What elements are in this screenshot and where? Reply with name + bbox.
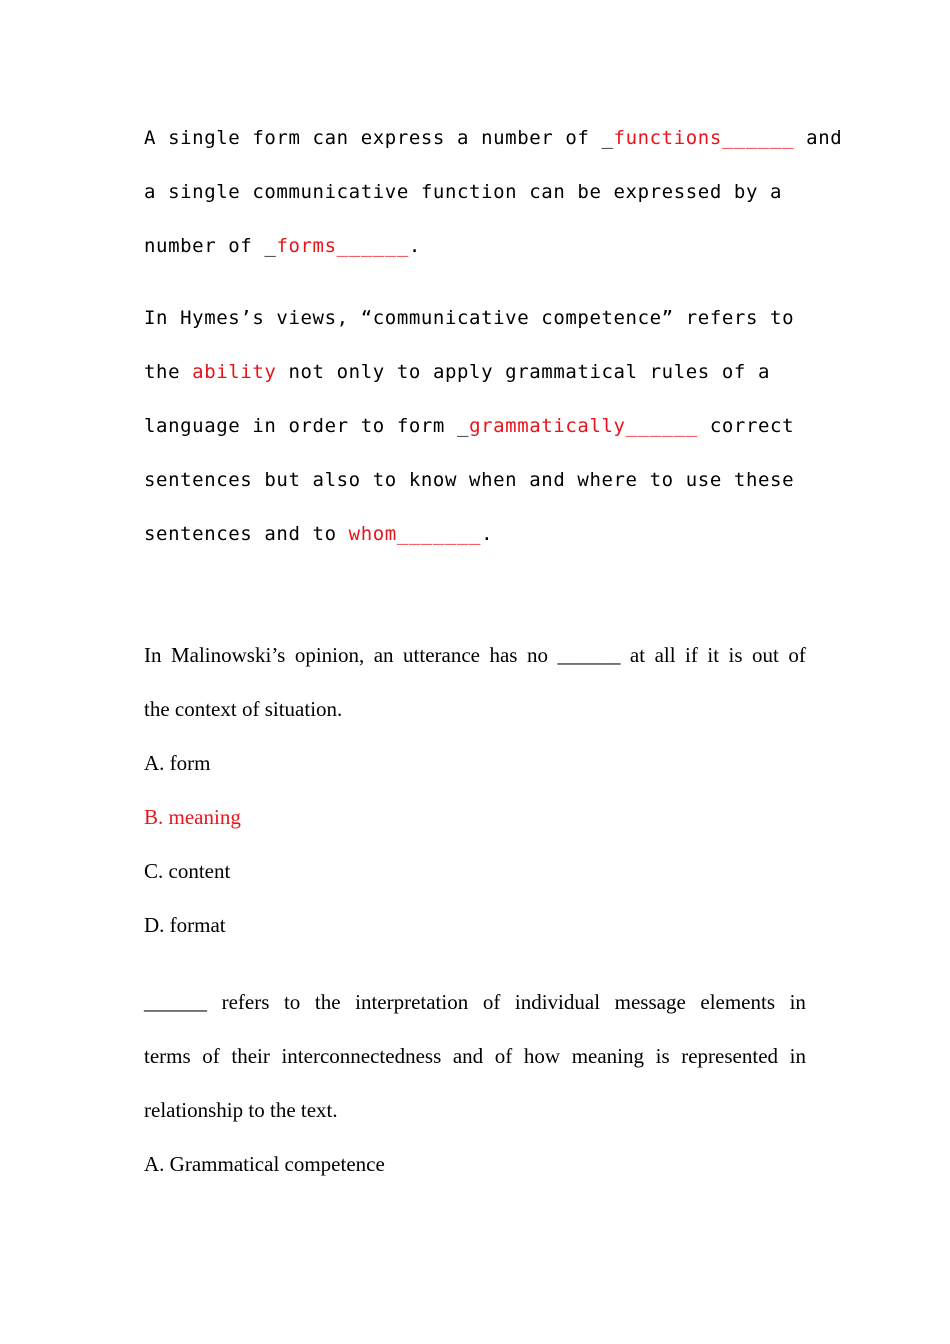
question-2: [144, 306, 806, 556]
question-1-line-3: [144, 234, 421, 258]
word: in: [789, 990, 806, 1014]
word: of: [494, 1044, 513, 1068]
word: at: [629, 643, 646, 667]
word: terms: [144, 1044, 191, 1068]
answer-whom: whom: [348, 523, 397, 545]
word: of: [202, 1044, 220, 1068]
text: correct: [697, 415, 795, 437]
word: out: [752, 643, 779, 667]
text: not only to apply grammatical rules of a: [276, 361, 771, 383]
word: ______: [144, 990, 207, 1014]
option-d: D. format: [144, 913, 226, 937]
word: it: [707, 643, 720, 667]
question-3-stem-line-1: [144, 643, 806, 667]
question-3-stem-line-2: the context of situation.: [144, 697, 343, 721]
answer-functions: functions: [613, 127, 722, 149]
text: language in order to form _: [144, 415, 470, 437]
word: ______: [557, 643, 621, 667]
text: sentences and to: [144, 523, 349, 545]
answer-forms: forms: [276, 235, 337, 257]
question-4-stem-line-3: relationship to the text.: [144, 1098, 338, 1122]
word: of: [788, 643, 806, 667]
word: all: [654, 643, 676, 667]
question-2-line-4: sentences but also to know when and where to use these: [144, 469, 795, 491]
blank: _______: [396, 523, 482, 545]
word: no: [526, 643, 548, 667]
word: interpretation: [355, 990, 469, 1014]
question-1: [144, 126, 843, 266]
word: an: [373, 643, 394, 667]
answer-grammatically: grammatically: [469, 415, 626, 437]
option-b-answer: B. meaning: [144, 805, 241, 829]
word: is: [655, 1044, 670, 1068]
question-4-stem-line-2: [144, 1044, 806, 1068]
question-1-line-2: a single communicative function can be expressed by a: [144, 181, 783, 203]
blank: ______: [721, 127, 795, 149]
word: has: [489, 643, 518, 667]
word: how: [523, 1044, 561, 1068]
question-1-line-1: [144, 126, 842, 150]
option-c: C. content: [144, 859, 231, 883]
word: represented: [681, 1044, 779, 1068]
text: and: [794, 127, 843, 149]
blank: ______: [625, 415, 698, 437]
text: the: [144, 361, 193, 383]
word: refers: [221, 990, 270, 1014]
word: meaning: [571, 1044, 644, 1068]
word: individual: [514, 990, 601, 1014]
question-2-line-5: [144, 522, 493, 546]
word: to: [283, 990, 301, 1014]
question-2-line-1: In Hymes’s views, “communicative competence” refers to: [144, 307, 795, 329]
question-2-line-2: [144, 360, 770, 384]
word: their: [231, 1044, 270, 1068]
question-4-stem-line-1: [144, 990, 806, 1014]
word: is: [728, 643, 743, 667]
word: interconnectedness: [281, 1044, 442, 1068]
option-a: A. form: [144, 751, 211, 775]
option-a: A. Grammatical competence: [144, 1152, 385, 1176]
word: in: [789, 1044, 806, 1068]
text: number of _: [144, 235, 277, 257]
answer-ability: ability: [192, 361, 277, 383]
text: .: [481, 523, 494, 545]
word: of: [482, 990, 501, 1014]
word: opinion,: [294, 643, 365, 667]
word: if: [685, 643, 698, 667]
blank: ______: [336, 235, 409, 257]
word: utterance: [403, 643, 480, 667]
question-4: [144, 990, 806, 1190]
word: In: [144, 643, 162, 667]
word: elements: [700, 990, 776, 1014]
question-2-line-3: [144, 414, 794, 438]
word: and: [452, 1044, 484, 1068]
word: message: [614, 990, 686, 1014]
text: .: [408, 235, 421, 257]
text: A single form can express a number of _: [144, 127, 614, 149]
word: the: [314, 990, 341, 1014]
question-3: [144, 643, 806, 943]
word: Malinowski’s: [170, 643, 286, 667]
